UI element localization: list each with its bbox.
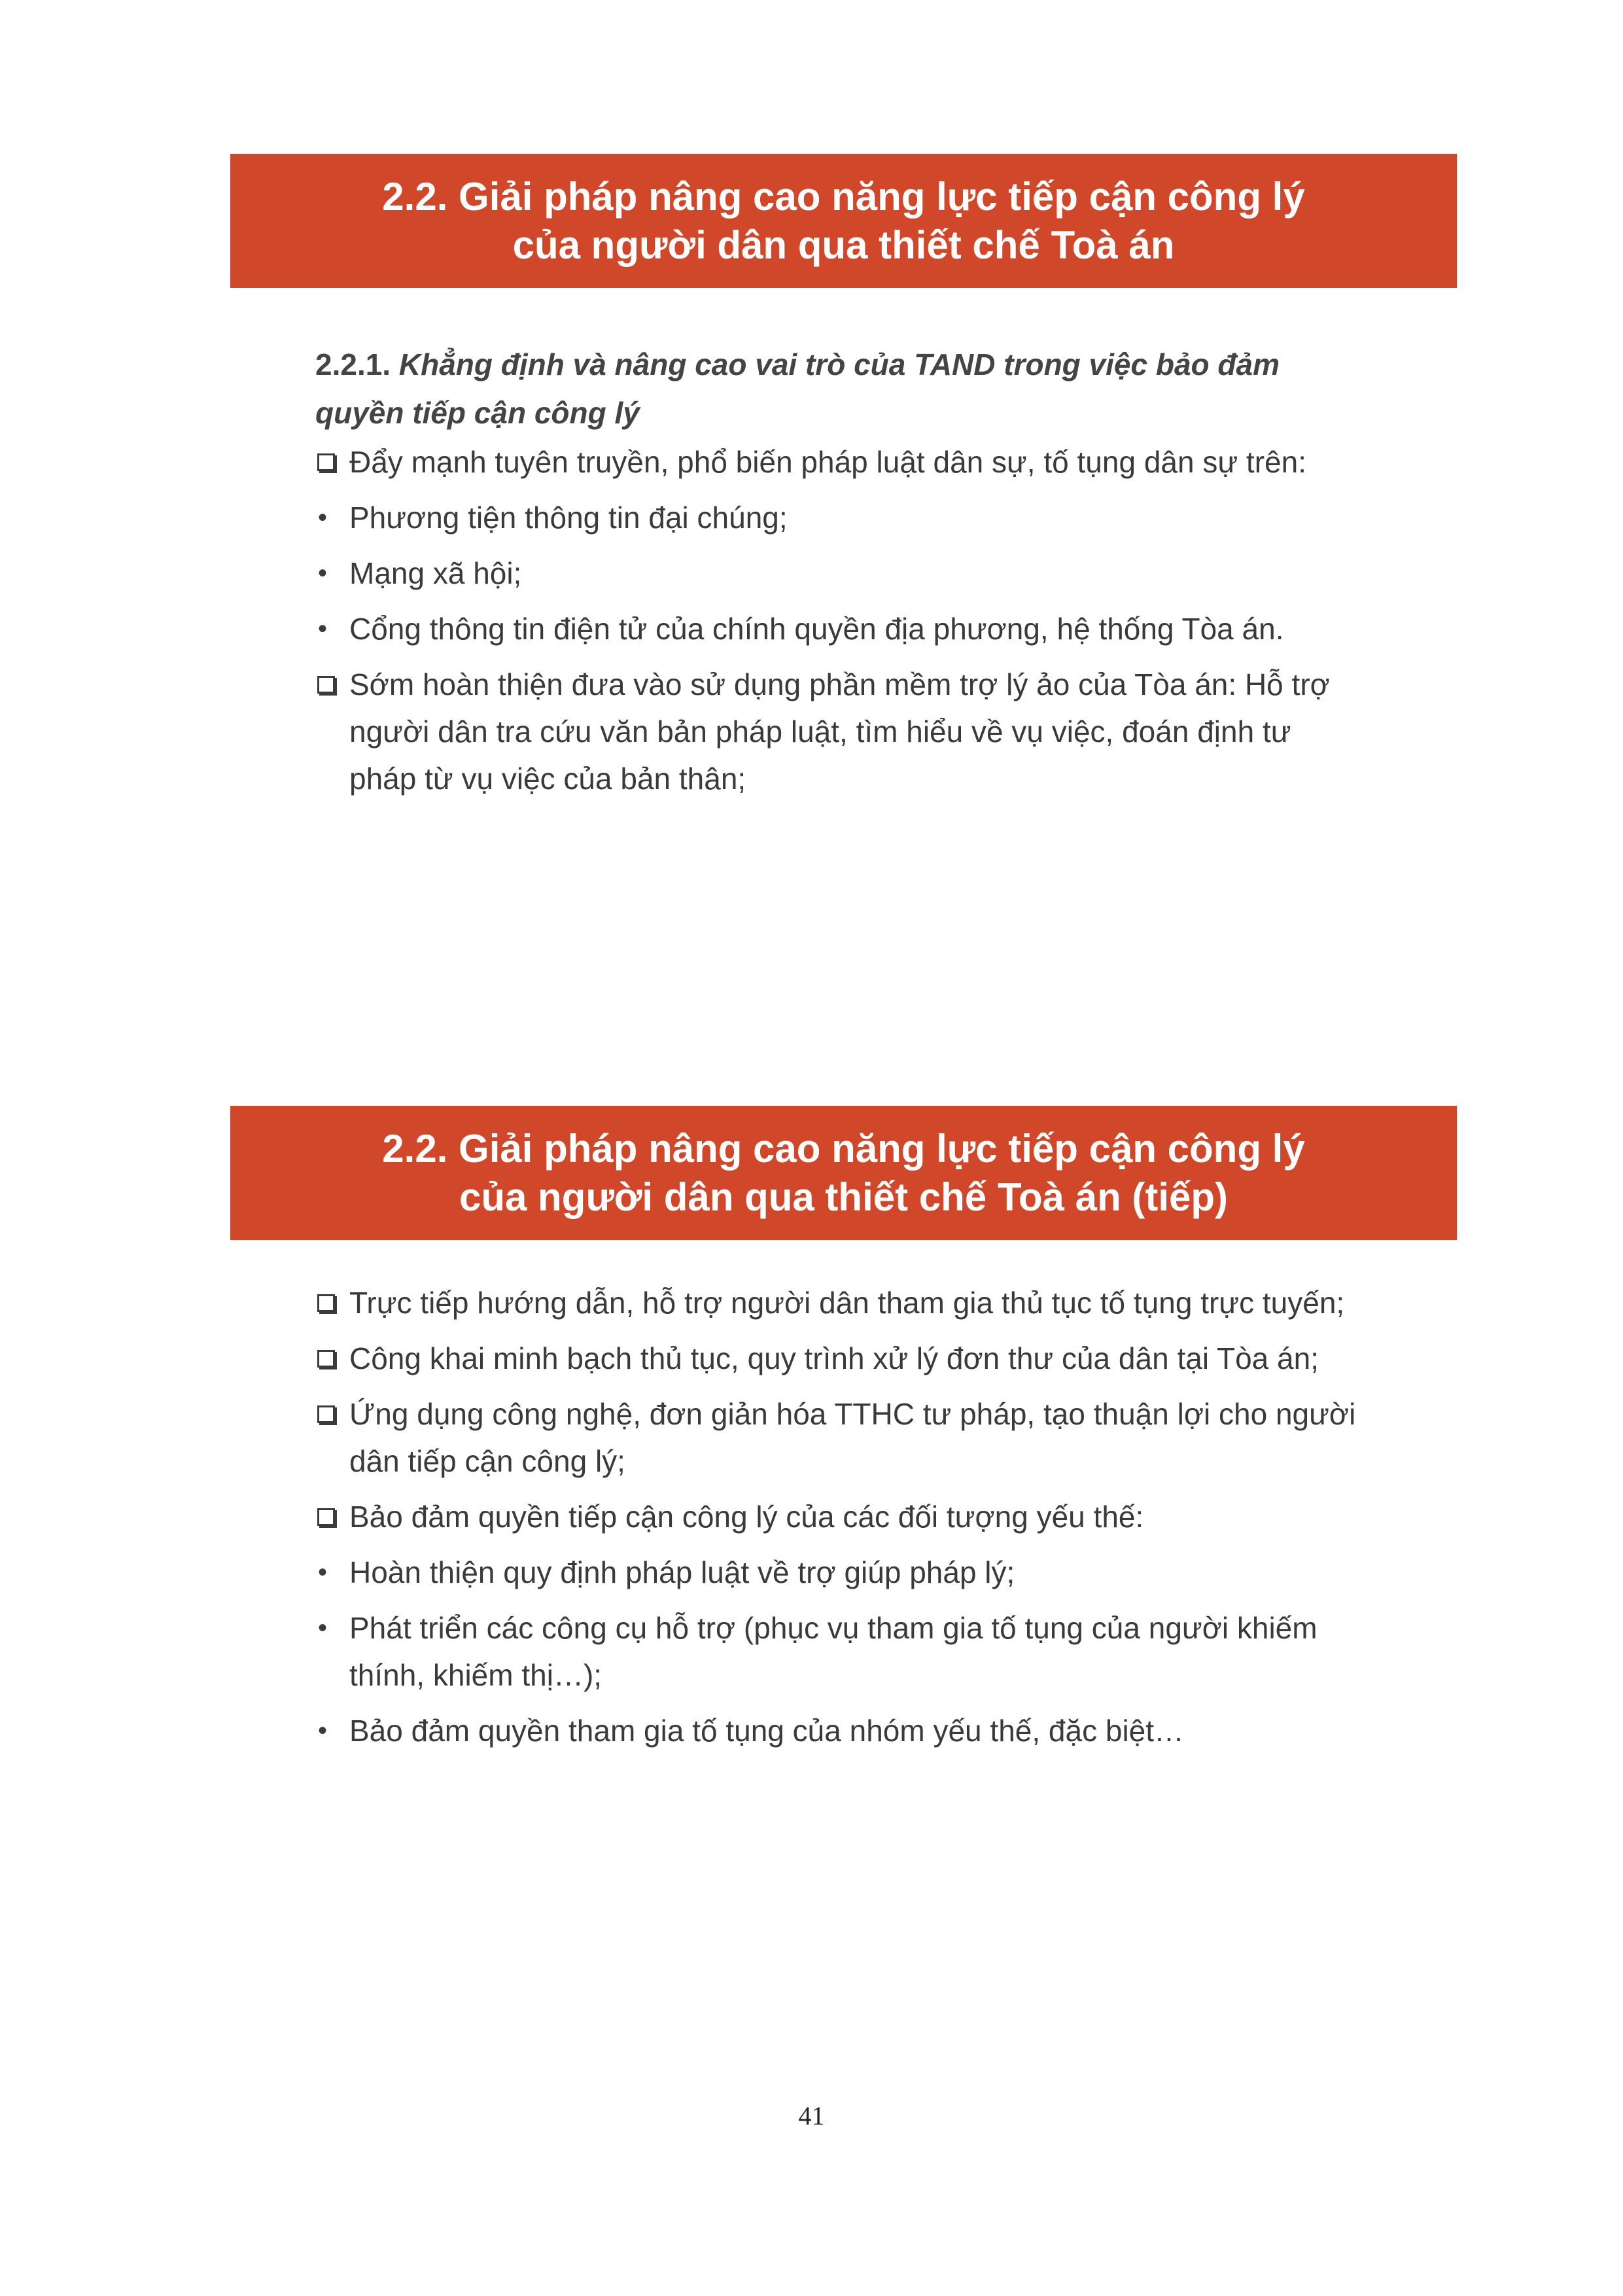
bullet-list-item: [315, 1707, 1401, 1754]
subheading-number: 2.2.1.: [315, 347, 391, 381]
slide2-title-banner: [230, 1106, 1457, 1240]
bullet-dot-glyph: •: [318, 1558, 328, 1587]
list-item-text-line: thính, khiếm thị…);: [349, 1658, 602, 1692]
list-item-text-line: Phát triển các công cụ hỗ trợ (phục vụ tham gia tố tụng của người khiếm: [349, 1611, 1318, 1645]
list-item-text-line: Mạng xã hội;: [349, 556, 522, 590]
list-item-text-line: dân tiếp cận công lý;: [349, 1444, 625, 1478]
checkbox-list-item: [315, 1390, 1401, 1485]
slide2-title-line1: 2.2. Giải pháp nâng cao năng lực tiếp cận công lý: [382, 1126, 1305, 1171]
slide1-title-line2: của người dân qua thiết chế Toà án: [512, 222, 1175, 267]
subheading-line1: Khẳng định và nâng cao vai trò của TAND trong việc bảo đảm: [398, 347, 1280, 381]
list-item-text-line: Ứng dụng công nghệ, đơn giản hóa TTHC tư pháp, tạo thuận lợi cho người: [349, 1397, 1356, 1431]
slide1-title-banner: [230, 154, 1457, 288]
list-item-text-line: người dân tra cứu văn bản pháp luật, tìm hiểu về vụ việc, đoán định tư: [349, 715, 1291, 749]
square-box-icon-shape: [317, 1508, 335, 1526]
bullet-list-item: [315, 605, 1401, 652]
square-box-icon-shape: [317, 1350, 335, 1368]
slide2-list: [315, 1279, 1401, 1754]
bullet-list-item: [315, 1604, 1401, 1699]
list-item-text-line: Hoàn thiện quy định pháp luật về trợ giúp pháp lý;: [349, 1555, 1015, 1589]
bullet-dot-glyph: •: [318, 503, 328, 532]
bullet-list-item: [315, 550, 1401, 597]
list-item-text-line: Phương tiện thông tin đại chúng;: [349, 501, 788, 535]
checkbox-list-item: [315, 661, 1401, 802]
checkbox-list-item: [315, 1335, 1401, 1382]
subheading-line2: quyền tiếp cận công lý: [315, 396, 640, 430]
list-item-text-line: Bảo đảm quyền tiếp cận công lý của các đối tượng yếu thế:: [349, 1500, 1144, 1534]
list-item-text-line: Bảo đảm quyền tham gia tố tụng của nhóm yếu thế, đặc biệt…: [349, 1714, 1185, 1748]
slide1-content: [315, 340, 1401, 811]
list-item-text-line: Đẩy mạnh tuyên truyền, phổ biến pháp luật dân sự, tố tụng dân sự trên:: [349, 445, 1306, 479]
square-box-icon-shape: [317, 676, 335, 694]
slide2-title-line2: của người dân qua thiết chế Toà án (tiếp): [459, 1174, 1229, 1219]
list-item-text-line: pháp từ vụ việc của bản thân;: [349, 762, 746, 796]
bullet-dot-glyph: •: [318, 614, 328, 643]
list-item-text-line: Cổng thông tin điện tử của chính quyền địa phương, hệ thống Tòa án.: [349, 612, 1284, 646]
square-box-icon-shape: [317, 1294, 335, 1312]
bullet-list-item: [315, 1549, 1401, 1596]
checkbox-list-item: [315, 1493, 1401, 1540]
square-box-icon-shape: [317, 1405, 335, 1423]
slide2-content: [315, 1279, 1401, 1763]
checkbox-list-item: [315, 1279, 1401, 1326]
slide1-title-line1: 2.2. Giải pháp nâng cao năng lực tiếp cận công lý: [382, 174, 1305, 219]
checkbox-list-item: [315, 438, 1401, 486]
bullet-dot-glyph: •: [318, 1614, 328, 1642]
list-item-text-line: Công khai minh bạch thủ tục, quy trình xử lý đơn thư của dân tại Tòa án;: [349, 1341, 1319, 1375]
list-item-text-line: Trực tiếp hướng dẫn, hỗ trợ người dân tham gia thủ tục tố tụng trực tuyến;: [349, 1286, 1345, 1320]
slide1-list: [315, 438, 1401, 802]
list-item-text-line: Sớm hoàn thiện đưa vào sử dụng phần mềm trợ lý ảo của Tòa án: Hỗ trợ: [349, 667, 1330, 701]
bullet-list-item: [315, 494, 1401, 541]
square-box-icon-shape: [317, 453, 335, 471]
bullet-dot-glyph: •: [318, 559, 328, 588]
page-number: 41: [798, 2101, 825, 2130]
slide1-subheading: [315, 340, 1401, 437]
bullet-dot-glyph: •: [318, 1716, 328, 1745]
